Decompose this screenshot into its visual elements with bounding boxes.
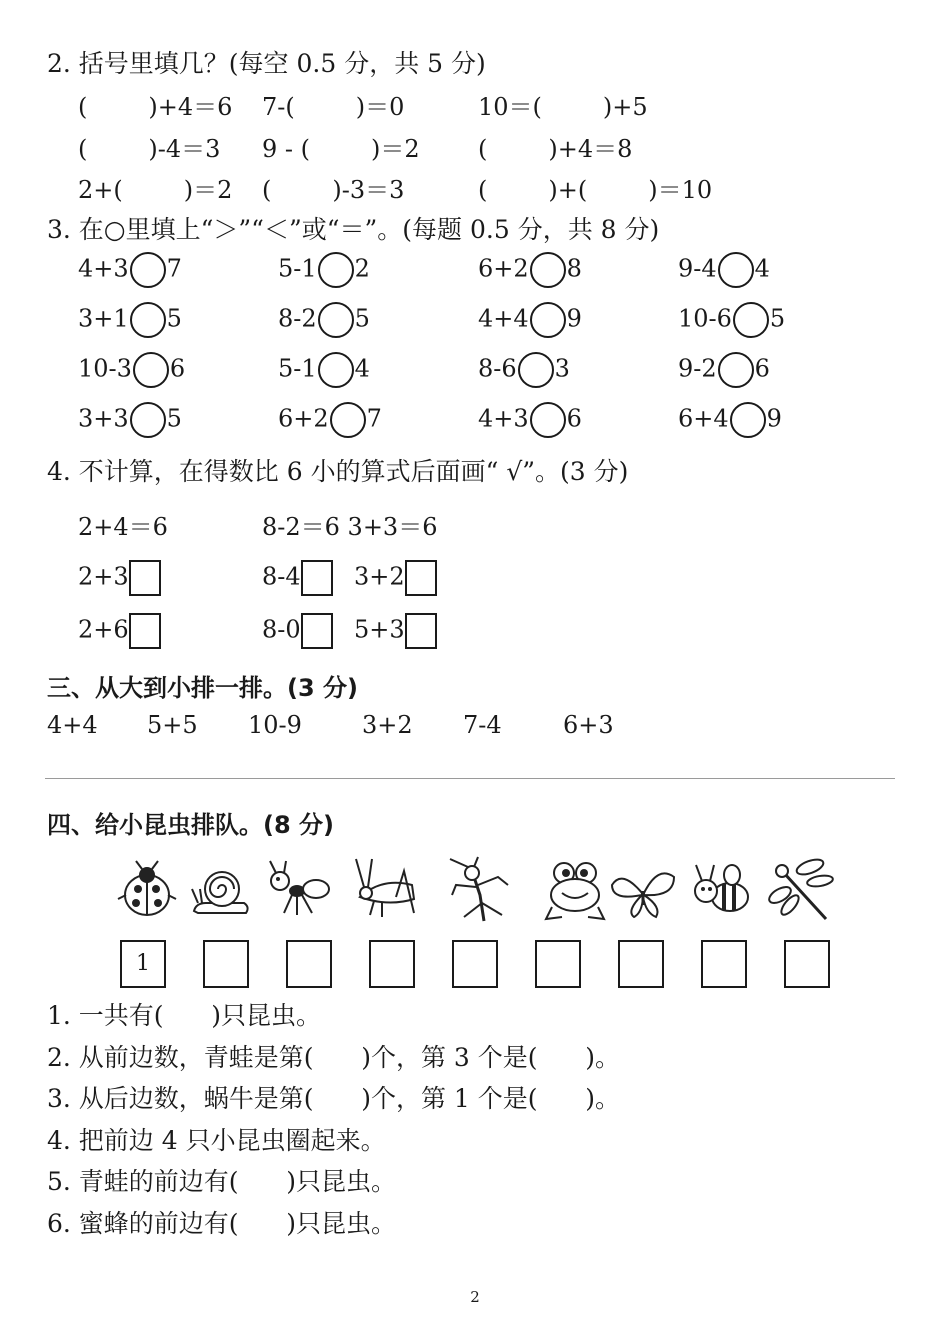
answer-circle[interactable] [718, 252, 754, 288]
q3-right: 8 [566, 254, 582, 283]
q3-item [78, 302, 182, 338]
q3-left: 9-4 [678, 254, 717, 283]
q3-left: 5-1 [278, 354, 317, 383]
q4-expr: 8-4 [262, 562, 301, 591]
q4-expr: 2+3 [78, 562, 129, 591]
answer-circle[interactable] [518, 352, 554, 388]
q4-item [262, 613, 333, 649]
q3-left: 6+4 [678, 404, 729, 433]
snail-icon [184, 855, 254, 925]
order-box[interactable] [452, 940, 498, 988]
sec4-question: 4. 把前边 4 只小昆虫圈起来。 [47, 1125, 386, 1155]
answer-circle[interactable] [130, 302, 166, 338]
q4-title: 4. 不计算，在得数比 6 小的算式后面画“ √”。(3 分) [47, 457, 629, 486]
q3-right: 5 [166, 304, 182, 333]
q4-example: 2+4＝6 [78, 513, 168, 541]
q3-left: 6+2 [278, 404, 329, 433]
q3-item [78, 252, 182, 288]
q2-item: 10＝( )+5 [478, 93, 648, 121]
q2-item: 2+( )＝2 [78, 176, 233, 204]
q4-example: 8-2＝6 3+3＝6 [262, 513, 438, 541]
q3-right: 5 [166, 404, 182, 433]
sort-item: 10-9 [248, 711, 302, 739]
q4-item [78, 613, 161, 649]
q3-item [478, 252, 582, 288]
answer-circle[interactable] [530, 252, 566, 288]
answer-circle[interactable] [718, 352, 754, 388]
q3-item [78, 352, 185, 388]
q3-left: 10-3 [78, 354, 132, 383]
q3-right: 6 [169, 354, 186, 383]
sort-item: 7-4 [463, 711, 502, 739]
divider [45, 778, 895, 779]
sort-item: 5+5 [147, 711, 198, 739]
q3-right: 6 [754, 354, 770, 383]
order-box[interactable]: 1 [120, 940, 166, 988]
answer-circle[interactable] [318, 302, 354, 338]
section-4-heading: 四、给小昆虫排队。(8 分) [47, 811, 334, 839]
answer-box[interactable] [129, 560, 161, 596]
q3-right: 9 [566, 304, 582, 333]
q3-item [78, 402, 182, 438]
q3-left: 4+3 [78, 254, 129, 283]
q3-left: 8-6 [478, 354, 517, 383]
q3-item [478, 352, 570, 388]
sort-item: 6+3 [563, 711, 614, 739]
order-box[interactable] [701, 940, 747, 988]
q3-right: 6 [566, 404, 582, 433]
answer-box[interactable] [129, 613, 161, 649]
sec4-question: 3. 从后边数，蜗牛是第( )个，第 1 个是( )。 [47, 1084, 620, 1113]
bee-icon [688, 855, 758, 925]
answer-box[interactable] [405, 613, 437, 649]
q4-item [354, 613, 437, 649]
answer-circle[interactable] [318, 352, 354, 388]
answer-circle[interactable] [530, 302, 566, 338]
q3-item [478, 302, 582, 338]
q3-left: 3+1 [78, 304, 129, 333]
q4-item [78, 560, 161, 596]
ant-icon [264, 855, 334, 925]
sec4-question: 5. 青蛙的前边有( )只昆虫。 [47, 1167, 396, 1196]
order-box[interactable] [203, 940, 249, 988]
answer-circle[interactable] [130, 252, 166, 288]
q3-left: 6+2 [478, 254, 529, 283]
order-box[interactable] [784, 940, 830, 988]
q2-item: ( )-3＝3 [262, 176, 405, 204]
answer-circle[interactable] [318, 252, 354, 288]
answer-circle[interactable] [133, 352, 169, 388]
answer-circle[interactable] [530, 402, 566, 438]
q4-item [262, 560, 333, 596]
q3-item [678, 352, 770, 388]
q2-item: 9 - ( )＝2 [262, 135, 420, 163]
q3-right: 7 [366, 404, 382, 433]
q3-left: 9-2 [678, 354, 717, 383]
q3-item [478, 402, 582, 438]
q3-right: 4 [354, 354, 370, 383]
page-number: 2 [470, 1288, 480, 1306]
answer-box[interactable] [405, 560, 437, 596]
q2-title: 2. 括号里填几？(每空 0.5 分，共 5 分) [47, 49, 486, 78]
q2-item: ( )-4＝3 [78, 135, 221, 163]
q3-item [278, 252, 370, 288]
answer-circle[interactable] [130, 402, 166, 438]
q3-left: 4+3 [478, 404, 529, 433]
q3-right: 3 [554, 354, 570, 383]
q3-right: 7 [166, 254, 182, 283]
order-box[interactable] [535, 940, 581, 988]
q4-expr: 3+2 [354, 562, 405, 591]
q3-item [678, 402, 782, 438]
q3-title: 3. 在○里填上“＞”“＜”或“＝”。(每题 0.5 分，共 8 分) [47, 215, 660, 244]
q3-right: 9 [766, 404, 782, 433]
sec4-question: 2. 从前边数，青蛙是第( )个，第 3 个是( )。 [47, 1042, 620, 1072]
order-box[interactable] [286, 940, 332, 988]
q4-expr: 2+6 [78, 615, 129, 644]
dragonfly-icon [766, 855, 836, 925]
q3-left: 4+4 [478, 304, 529, 333]
q3-left: 10-6 [678, 304, 732, 333]
sec4-question: 1. 一共有( )只昆虫。 [47, 1001, 321, 1030]
q3-left: 3+3 [78, 404, 129, 433]
q2-item: ( )+4＝8 [478, 135, 633, 163]
answer-circle[interactable] [730, 402, 766, 438]
q3-item [278, 302, 370, 338]
q3-item [678, 252, 770, 288]
sort-item: 4+4 [47, 711, 98, 739]
q2-item: ( )+( )＝10 [478, 176, 713, 204]
q3-left: 8-2 [278, 304, 317, 333]
q3-right: 2 [354, 254, 370, 283]
q3-right: 5 [354, 304, 370, 333]
q4-expr: 8-0 [262, 615, 301, 644]
q3-item [278, 402, 382, 438]
order-box[interactable] [369, 940, 415, 988]
answer-circle[interactable] [733, 302, 769, 338]
mantis-icon [444, 855, 514, 925]
ladybug-icon [112, 855, 182, 925]
q3-right: 4 [754, 254, 770, 283]
grasshopper-icon [352, 855, 422, 925]
q3-right: 5 [769, 304, 786, 333]
q4-expr: 5+3 [354, 615, 405, 644]
frog-icon [540, 855, 610, 925]
answer-box[interactable] [301, 613, 333, 649]
q3-item [278, 352, 370, 388]
answer-box[interactable] [301, 560, 333, 596]
q3-left: 5-1 [278, 254, 317, 283]
answer-circle[interactable] [330, 402, 366, 438]
order-box[interactable] [618, 940, 664, 988]
sec4-question: 6. 蜜蜂的前边有( )只昆虫。 [47, 1208, 396, 1238]
section-3-heading: 三、从大到小排一排。(3 分) [47, 674, 358, 702]
q3-item [678, 302, 785, 338]
q2-item: ( )+4＝6 [78, 93, 233, 121]
q4-item [354, 560, 437, 596]
q2-item: 7-( )＝0 [262, 93, 405, 121]
butterfly-icon [608, 855, 678, 925]
sort-item: 3+2 [362, 711, 413, 739]
